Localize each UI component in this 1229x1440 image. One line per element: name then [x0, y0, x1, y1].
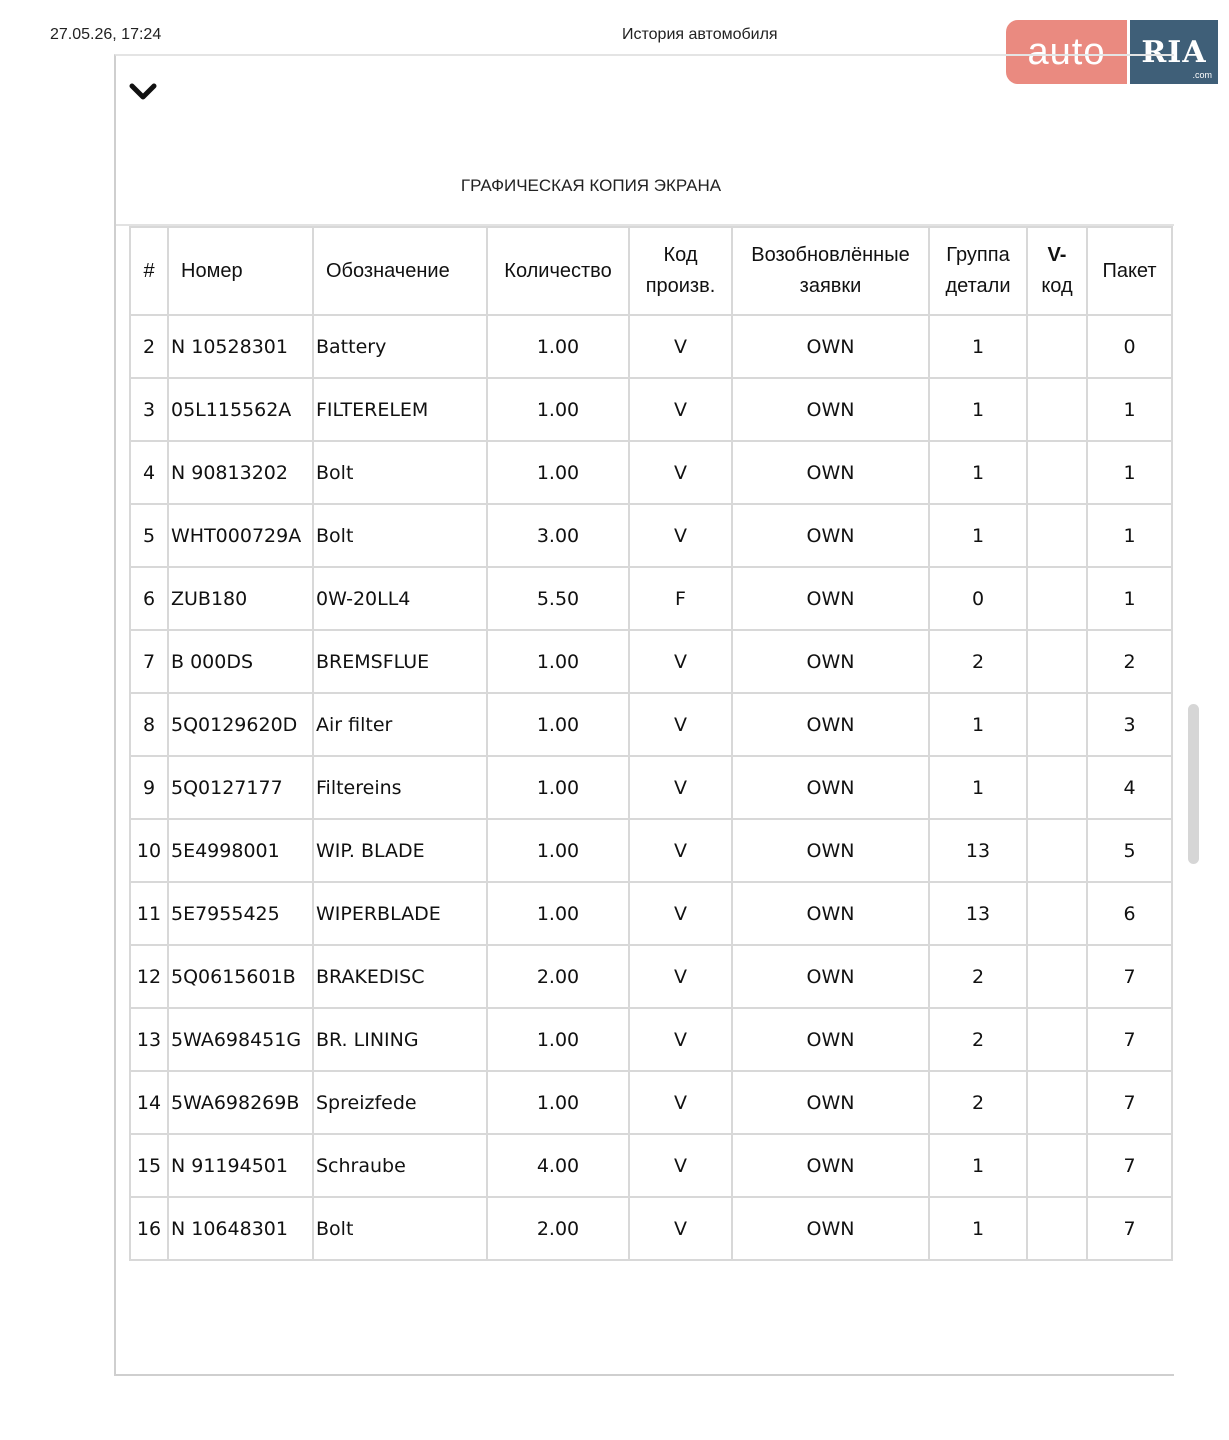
cell-code: F: [629, 567, 732, 630]
cell-renewed: OWN: [732, 882, 929, 945]
cell-part-number: 5E7955425: [168, 882, 313, 945]
cell-num: 4: [130, 441, 168, 504]
cell-description: Battery: [313, 315, 487, 378]
table-row: [130, 1197, 1172, 1260]
cell-vcode: [1027, 567, 1087, 630]
cell-quantity: 1.00: [487, 441, 629, 504]
cell-renewed: OWN: [732, 1134, 929, 1197]
screen-copy-panel: [114, 54, 1174, 1376]
cell-part-number: N 10528301: [168, 315, 313, 378]
cell-group: 1: [929, 315, 1027, 378]
table-row: [130, 315, 1172, 378]
table-row: [130, 1008, 1172, 1071]
cell-code: V: [629, 1071, 732, 1134]
print-datetime: 27.05.26, 17:24: [50, 26, 162, 43]
header-package: Пакет: [1087, 227, 1172, 315]
cell-part-number: 5Q0615601B: [168, 945, 313, 1008]
cell-renewed: OWN: [732, 1008, 929, 1071]
header-num: #: [130, 227, 168, 315]
cell-group: 2: [929, 630, 1027, 693]
cell-package: 6: [1087, 882, 1172, 945]
cell-package: 3: [1087, 693, 1172, 756]
header-vcode-line1: V-: [1047, 244, 1067, 266]
cell-renewed: OWN: [732, 315, 929, 378]
cell-num: 10: [130, 819, 168, 882]
header-renewed-line2: заявки: [799, 275, 862, 297]
table-row: [130, 504, 1172, 567]
cell-num: 7: [130, 630, 168, 693]
cell-code: V: [629, 1197, 732, 1260]
cell-group: 0: [929, 567, 1027, 630]
cell-part-number: 5WA698269B: [168, 1071, 313, 1134]
cell-quantity: 1.00: [487, 630, 629, 693]
cell-group: 1: [929, 1197, 1027, 1260]
cell-num: 6: [130, 567, 168, 630]
cell-num: 14: [130, 1071, 168, 1134]
cell-num: 9: [130, 756, 168, 819]
vertical-scrollbar[interactable]: [1188, 704, 1199, 864]
cell-package: 1: [1087, 441, 1172, 504]
cell-group: 2: [929, 945, 1027, 1008]
cell-renewed: OWN: [732, 693, 929, 756]
cell-group: 13: [929, 882, 1027, 945]
cell-code: V: [629, 882, 732, 945]
cell-group: 1: [929, 1134, 1027, 1197]
cell-vcode: [1027, 1008, 1087, 1071]
cell-renewed: OWN: [732, 630, 929, 693]
cell-description: FILTERELEM: [313, 378, 487, 441]
cell-package: 5: [1087, 819, 1172, 882]
header-renewed: [732, 227, 929, 315]
cell-code: V: [629, 378, 732, 441]
cell-quantity: 1.00: [487, 315, 629, 378]
cell-renewed: OWN: [732, 567, 929, 630]
cell-vcode: [1027, 441, 1087, 504]
cell-renewed: OWN: [732, 441, 929, 504]
cell-quantity: 4.00: [487, 1134, 629, 1197]
logo-ria-text: RIA: [1141, 34, 1207, 70]
header-vcode-line2: код: [1041, 275, 1073, 297]
cell-description: BREMSFLUE: [313, 630, 487, 693]
section-title: [116, 176, 1066, 196]
cell-description: Air filter: [313, 693, 487, 756]
cell-quantity: 2.00: [487, 945, 629, 1008]
cell-package: 7: [1087, 1008, 1172, 1071]
cell-code: V: [629, 504, 732, 567]
header-code-line1: Код: [663, 244, 698, 266]
cell-description: WIP. BLADE: [313, 819, 487, 882]
cell-part-number: WHT000729A: [168, 504, 313, 567]
cell-code: V: [629, 441, 732, 504]
cell-num: 2: [130, 315, 168, 378]
cell-renewed: OWN: [732, 756, 929, 819]
cell-num: 16: [130, 1197, 168, 1260]
logo-auto-part: auto: [1006, 20, 1127, 84]
cell-description: Bolt: [313, 1197, 487, 1260]
table-row: [130, 945, 1172, 1008]
cell-part-number: B 000DS: [168, 630, 313, 693]
cell-package: 7: [1087, 1134, 1172, 1197]
cell-vcode: [1027, 945, 1087, 1008]
header-quantity: Количество: [487, 227, 629, 315]
header-renewed-line1: Возобновлённые: [751, 244, 910, 266]
cell-group: 1: [929, 441, 1027, 504]
cell-num: 3: [130, 378, 168, 441]
cell-code: V: [629, 693, 732, 756]
cell-package: 0: [1087, 315, 1172, 378]
cell-part-number: 5E4998001: [168, 819, 313, 882]
header-description: Обозначение: [313, 227, 487, 315]
chevron-down-icon[interactable]: [128, 80, 158, 104]
cell-num: 12: [130, 945, 168, 1008]
cell-description: BR. LINING: [313, 1008, 487, 1071]
cell-package: 1: [1087, 378, 1172, 441]
cell-renewed: OWN: [732, 819, 929, 882]
cell-quantity: 5.50: [487, 567, 629, 630]
cell-vcode: [1027, 756, 1087, 819]
cell-group: 1: [929, 756, 1027, 819]
header-part-number: Номер: [168, 227, 313, 315]
cell-package: 2: [1087, 630, 1172, 693]
parts-table-body: [130, 315, 1172, 1260]
cell-vcode: [1027, 1197, 1087, 1260]
table-row: [130, 378, 1172, 441]
cell-quantity: 2.00: [487, 1197, 629, 1260]
cell-group: 2: [929, 1008, 1027, 1071]
cell-group: 2: [929, 1071, 1027, 1134]
cell-renewed: OWN: [732, 1071, 929, 1134]
table-row: [130, 819, 1172, 882]
cell-quantity: 1.00: [487, 378, 629, 441]
cell-code: V: [629, 1008, 732, 1071]
cell-part-number: 05L115562A: [168, 378, 313, 441]
cell-quantity: 3.00: [487, 504, 629, 567]
cell-group: 1: [929, 693, 1027, 756]
cell-package: 7: [1087, 1197, 1172, 1260]
table-header-row: [130, 227, 1172, 315]
cell-group: 1: [929, 378, 1027, 441]
cell-num: 13: [130, 1008, 168, 1071]
table-row: [130, 567, 1172, 630]
cell-description: Schraube: [313, 1134, 487, 1197]
cell-part-number: 5Q0127177: [168, 756, 313, 819]
cell-vcode: [1027, 1071, 1087, 1134]
cell-code: V: [629, 1134, 732, 1197]
cell-description: Spreizfede: [313, 1071, 487, 1134]
header-vcode: [1027, 227, 1087, 315]
cell-part-number: ZUB180: [168, 567, 313, 630]
cell-package: 4: [1087, 756, 1172, 819]
table-row: [130, 882, 1172, 945]
header-code: [629, 227, 732, 315]
cell-num: 11: [130, 882, 168, 945]
cell-vcode: [1027, 315, 1087, 378]
cell-package: 1: [1087, 504, 1172, 567]
cell-quantity: 1.00: [487, 693, 629, 756]
header-group: [929, 227, 1027, 315]
cell-description: Bolt: [313, 504, 487, 567]
cell-code: V: [629, 315, 732, 378]
cell-quantity: 1.00: [487, 1008, 629, 1071]
cell-code: V: [629, 756, 732, 819]
cell-vcode: [1027, 693, 1087, 756]
logo-com-text: .com: [1192, 70, 1212, 80]
section-title-text: ГРАФИЧЕСКАЯ КОПИЯ ЭКРАНА: [460, 176, 722, 195]
cell-quantity: 1.00: [487, 882, 629, 945]
cell-description: Filtereins: [313, 756, 487, 819]
cell-part-number: N 91194501: [168, 1134, 313, 1197]
table-row: [130, 1134, 1172, 1197]
cell-group: 1: [929, 504, 1027, 567]
cell-description: Bolt: [313, 441, 487, 504]
cell-vcode: [1027, 819, 1087, 882]
table-row: [130, 756, 1172, 819]
cell-num: 5: [130, 504, 168, 567]
cell-vcode: [1027, 882, 1087, 945]
cell-group: 13: [929, 819, 1027, 882]
header-code-line2: произв.: [645, 275, 716, 297]
cell-vcode: [1027, 1134, 1087, 1197]
cell-part-number: 5WA698451G: [168, 1008, 313, 1071]
cell-description: 0W-20LL4: [313, 567, 487, 630]
cell-num: 8: [130, 693, 168, 756]
cell-package: 7: [1087, 1071, 1172, 1134]
cell-renewed: OWN: [732, 945, 929, 1008]
cell-renewed: OWN: [732, 378, 929, 441]
parts-table: [129, 226, 1173, 1261]
cell-package: 7: [1087, 945, 1172, 1008]
cell-quantity: 1.00: [487, 1071, 629, 1134]
table-row: [130, 1071, 1172, 1134]
cell-vcode: [1027, 504, 1087, 567]
table-row: [130, 441, 1172, 504]
table-row: [130, 630, 1172, 693]
cell-code: V: [629, 630, 732, 693]
cell-package: 1: [1087, 567, 1172, 630]
cell-renewed: OWN: [732, 1197, 929, 1260]
print-page-title: История автомобиля: [622, 26, 778, 43]
cell-renewed: OWN: [732, 504, 929, 567]
header-group-line1: Группа: [946, 244, 1010, 266]
cell-vcode: [1027, 378, 1087, 441]
cell-part-number: N 90813202: [168, 441, 313, 504]
cell-vcode: [1027, 630, 1087, 693]
header-group-line2: детали: [945, 275, 1011, 297]
table-row: [130, 693, 1172, 756]
cell-part-number: 5Q0129620D: [168, 693, 313, 756]
cell-description: WIPERBLADE: [313, 882, 487, 945]
cell-quantity: 1.00: [487, 819, 629, 882]
cell-code: V: [629, 945, 732, 1008]
cell-code: V: [629, 819, 732, 882]
cell-part-number: N 10648301: [168, 1197, 313, 1260]
cell-num: 15: [130, 1134, 168, 1197]
cell-description: BRAKEDISC: [313, 945, 487, 1008]
cell-quantity: 1.00: [487, 756, 629, 819]
